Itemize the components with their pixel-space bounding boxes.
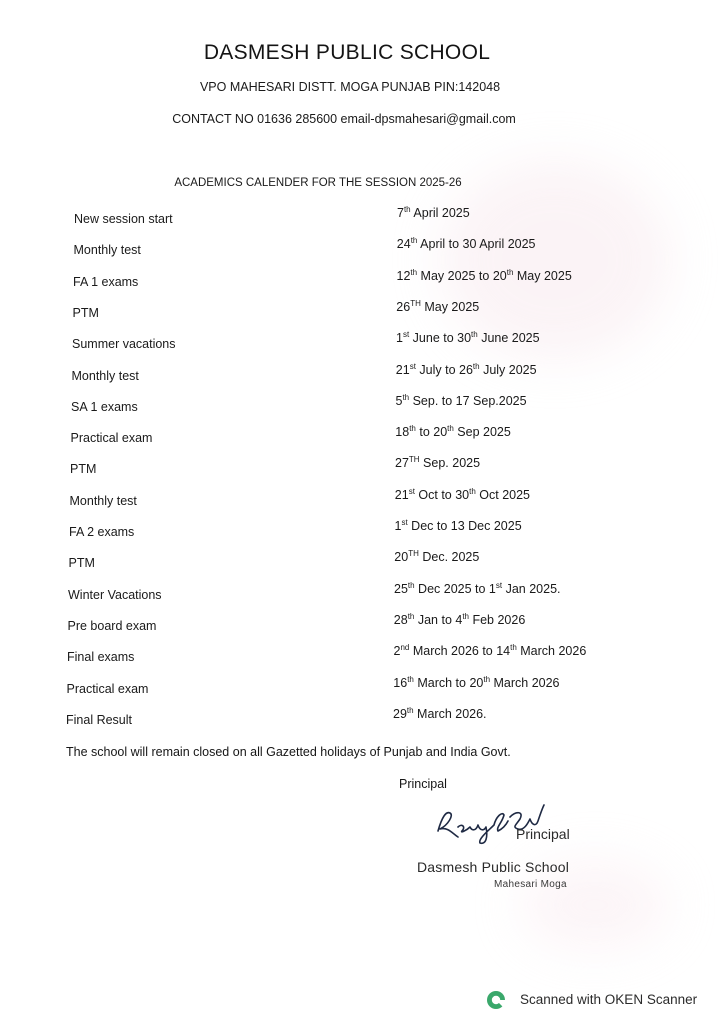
event-name: Monthly test	[69, 493, 137, 508]
event-date: 1st June to 30th June 2025	[396, 330, 540, 346]
event-name: FA 1 exams	[73, 274, 139, 289]
event-name: Monthly test	[71, 368, 139, 383]
event-date: 26TH May 2025	[396, 298, 480, 314]
event-date: 16th March to 20th March 2026	[393, 674, 560, 690]
schedule-row	[0, 392, 724, 422]
event-name: Final Result	[66, 712, 132, 727]
event-name: PTM	[68, 556, 95, 571]
event-name: New session start	[74, 212, 173, 226]
scanner-logo-icon	[486, 990, 506, 1010]
calendar-title: ACADEMICS CALENDER FOR THE SESSION 2025-26	[174, 177, 462, 189]
event-name: Pre board exam	[67, 618, 157, 633]
event-name: PTM	[72, 305, 99, 320]
stamp-role: Principal	[516, 826, 570, 842]
holiday-note: The school will remain closed on all Gazetted holidays of Punjab and India Govt.	[66, 745, 511, 759]
schedule-row	[0, 205, 724, 234]
schedule-row	[0, 267, 724, 297]
scanner-watermark	[486, 989, 716, 1011]
schedule-row	[0, 674, 724, 704]
event-name: PTM	[70, 462, 97, 477]
event-name: Summer vacations	[72, 337, 176, 352]
school-contact: CONTACT NO 01636 285600 email-dpsmahesari@gmail.com	[172, 112, 516, 126]
stamp-place: Mahesari Moga	[494, 879, 567, 890]
event-date: 21st Oct to 30th Oct 2025	[394, 486, 531, 502]
scanner-text: Scanned with OKEN Scanner	[520, 992, 698, 1007]
event-date: 18th to 20th Sep 2025	[395, 424, 511, 440]
schedule-row	[0, 236, 724, 265]
event-name: FA 2 exams	[69, 525, 135, 539]
schedule-row	[0, 549, 724, 578]
signatory-label: Principal	[399, 777, 447, 791]
event-date: 29th March 2026.	[393, 705, 487, 721]
stamp-school-name: Dasmesh Public School	[417, 859, 570, 875]
event-name: Practical exam	[66, 681, 149, 696]
schedule-row	[0, 424, 724, 453]
event-date: 20TH Dec. 2025	[394, 549, 480, 565]
schedule-row	[0, 643, 724, 672]
event-name: Practical exam	[70, 431, 153, 446]
event-date: 1st Dec to 13 Dec 2025	[394, 518, 522, 533]
schedule-row	[0, 298, 724, 328]
school-name: DASMESH PUBLIC SCHOOL	[203, 41, 491, 64]
event-date: 28th Jan to 4th Feb 2026	[393, 611, 526, 627]
event-name: SA 1 exams	[71, 399, 138, 414]
event-date: 24th April to 30 April 2025	[396, 236, 536, 252]
schedule-row	[0, 486, 724, 516]
event-date: 27TH Sep. 2025	[395, 455, 481, 471]
event-date: 25th Dec 2025 to 1st Jan 2025.	[394, 580, 561, 596]
schedule-row	[0, 611, 724, 641]
schedule-row	[0, 455, 724, 484]
schedule-row	[0, 518, 724, 547]
schedule-row	[0, 361, 724, 391]
event-name: Monthly test	[73, 243, 141, 258]
schedule-row	[0, 705, 724, 735]
school-address: VPO MAHESARI DISTT. MOGA PUNJAB PIN:142048	[199, 80, 501, 94]
event-date: 21st July to 26th July 2025	[395, 361, 537, 377]
schedule-row	[0, 330, 724, 359]
event-name: Winter Vacations	[68, 587, 162, 602]
event-date: 5th Sep. to 17 Sep.2025	[395, 392, 527, 408]
event-date: 12th May 2025 to 20th May 2025	[396, 267, 572, 283]
event-date: 7th April 2025	[397, 205, 470, 220]
event-name: Final exams	[67, 650, 135, 665]
schedule-row	[0, 580, 724, 610]
event-date: 2nd March 2026 to 14th March 2026	[393, 643, 587, 659]
